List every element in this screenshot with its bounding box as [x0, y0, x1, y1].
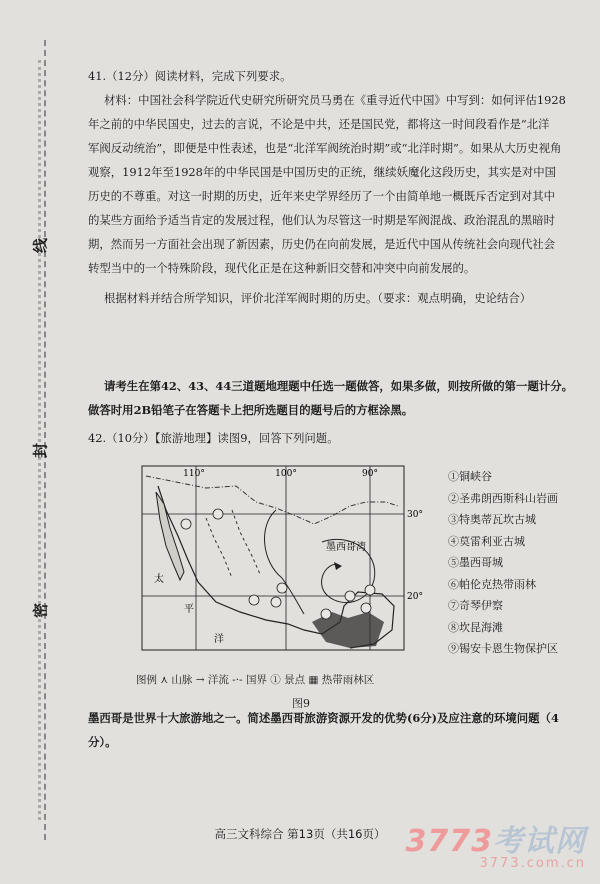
q41-task: 根据材料并结合所学知识，评价北洋军阀时期的历史。（要求：观点明确，史论结合） — [104, 291, 532, 305]
site-item: ①铜峡谷 — [448, 470, 492, 483]
site-marker-7 — [345, 591, 355, 601]
mountain-ranges — [206, 510, 260, 578]
watermark-number: 3773 — [405, 824, 493, 859]
site-list — [448, 466, 558, 660]
q41-material-line: 历史的不尊重。对这一时期的历史，近年来史学界经历了一个由简单地一概既斥否定到对其中 — [88, 189, 556, 203]
q41-material-line: 转型当中的一个特殊阶段，现代化正是在这种新旧交替和冲突中向前发展的。 — [88, 261, 476, 275]
map-legend-block — [136, 668, 466, 716]
instruction-line-2: 做答时用2B铅笔子在答题卡上把所选题目的题号后的方框涂黑。 — [88, 403, 414, 417]
pacific-label-1: 太 — [154, 574, 164, 585]
watermark-text: 考试网 — [493, 824, 586, 859]
ocean-current-arrowhead — [334, 562, 342, 570]
site-item: ⑤墨西哥城 — [448, 556, 503, 569]
site-item: ⑥帕伦克热带雨林 — [448, 577, 536, 591]
q41-material-line: 年之前的中华民国史，过去的言说，不论是中共，还是国民党，都将这一时间段看作是“北洋 — [88, 117, 550, 131]
site-item: ⑦奇琴伊察 — [448, 599, 503, 612]
watermark-logo — [406, 816, 587, 871]
lat-label-20: 20° — [407, 592, 423, 602]
question-content — [88, 64, 586, 754]
q41-material-line: 的某些方面给予适当肯定的发展过程，他们认为尽管这一时期是军阀混战、政治混乱的黑暗时 — [88, 213, 556, 227]
q42-question-line-2: 分）。 — [88, 735, 117, 749]
q41-material-line: 军阀反动统治”，即便是中性表述，也是“北洋军阀统治时期”或“北洋时期”。如果从大历史视角 — [88, 141, 562, 155]
lon-label-100: 100° — [275, 469, 297, 479]
gulf-of-mexico-label: 墨西哥湾 — [326, 542, 366, 553]
gulf-coast — [265, 510, 304, 614]
binding-margin — [0, 0, 80, 884]
site-item: ③特奥蒂瓦坎古城 — [448, 513, 536, 526]
figure-9-map — [136, 456, 592, 710]
instruction-line-1: 请考生在第42、43、44三道题地理题中任选一题做答，如果多做，则按所做的第一题计分。 — [104, 379, 574, 393]
site-marker-3 — [277, 583, 287, 593]
site-item: ④莫雷利亚古城 — [448, 534, 525, 548]
site-item: ②圣弗朗西斯科山岩画 — [448, 491, 558, 505]
lon-label-90: 90° — [362, 469, 378, 479]
q42-question-line-1: 墨西哥是世界十大旅游地之一。简述墨西哥旅游资源开发的优势(6分)及应注意的环境问题（4 — [88, 711, 559, 725]
q41-material-line: 材料：中国社会科学院近代史研究所研究员马勇在《重寻近代中国》中写到：如何评估1928 — [104, 93, 566, 107]
binding-char-xian: 线 — [31, 238, 50, 254]
q41-material-line: 观察，1912年至1928年的中华民国是中国历史的正统，继续妖魔化这段历史，其实是对中国 — [88, 165, 557, 179]
border-line — [146, 476, 398, 524]
site-marker-1 — [213, 509, 223, 519]
site-item: ⑨锡安卡恩生物保护区 — [448, 642, 558, 655]
mexico-map-svg — [136, 462, 436, 662]
site-marker-9 — [361, 603, 371, 613]
site-marker-4 — [249, 595, 259, 605]
q41-material-line: 期，然而另一方面社会出现了新因素，历史仍在向前发展，是近代中国从传统社会向现代社会 — [88, 237, 556, 251]
pacific-label-3: 洋 — [214, 634, 224, 645]
q42-heading: 42.（10分）【旅游地理】读图9，回答下列问题。 — [88, 431, 339, 445]
site-item: ⑧坎昆海滩 — [448, 620, 503, 634]
site-marker-6 — [321, 609, 331, 619]
site-marker-5 — [271, 597, 281, 607]
q41-heading: 41.（12分）阅读材料，完成下列要求。 — [88, 69, 292, 83]
map-legend: 图例 ⋏ 山脉 → 洋流 -·- 国界 ① 景点 ▦ 热带雨林区 — [136, 674, 375, 686]
watermark-url: 3773.com.cn — [479, 856, 586, 871]
binding-char-mi: 密 — [31, 603, 50, 619]
page-footer: 高三文科综合 第13页（共16页） — [214, 827, 386, 841]
site-marker-8 — [365, 585, 375, 595]
lon-label-110: 110° — [183, 469, 205, 479]
lat-label-30: 30° — [407, 510, 423, 520]
pacific-label-2: 平 — [184, 604, 194, 615]
binding-char-feng: 封 — [31, 443, 50, 459]
site-marker-2 — [181, 519, 191, 529]
figure-title: 图9 — [292, 697, 310, 710]
baja-california-peninsula — [156, 492, 184, 580]
